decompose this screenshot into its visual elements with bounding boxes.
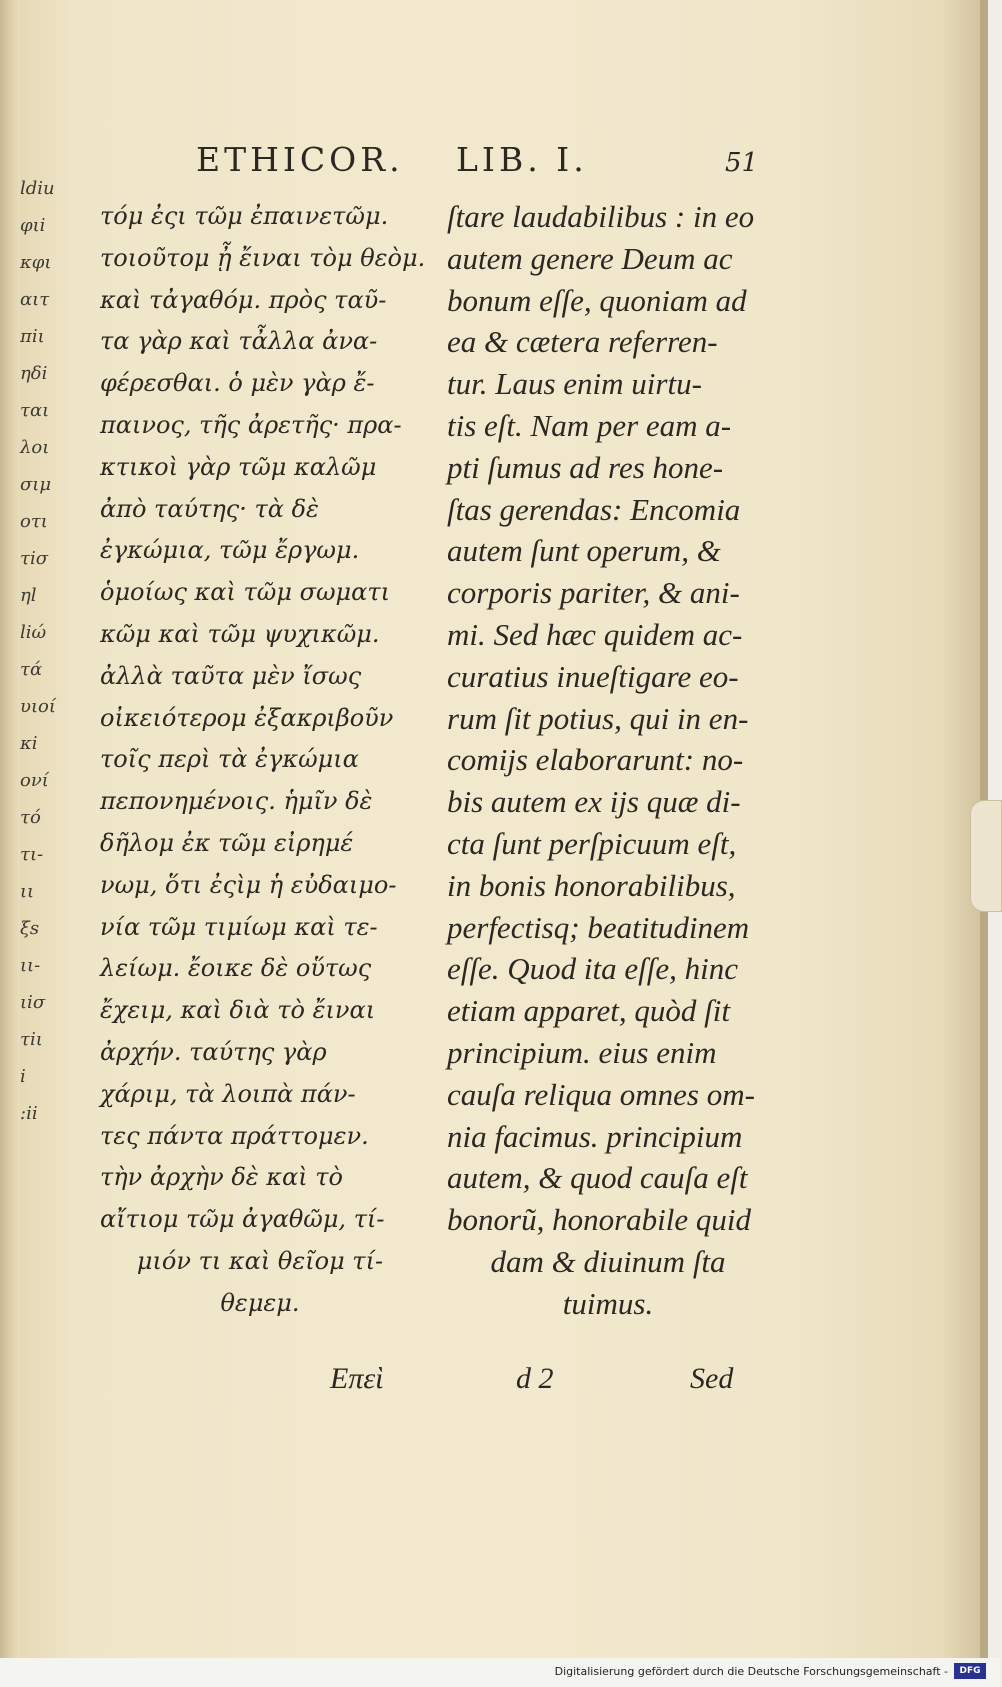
- latin-text-line: corporis pariter, & ani-: [447, 575, 740, 611]
- greek-text-line: τοῖς περὶ τὰ ἐγκώμια: [100, 745, 359, 774]
- margin-bleed-fragment: οτι: [20, 511, 48, 532]
- signature-mark: d 2: [516, 1362, 554, 1395]
- greek-text-line: φέρεσθαι. ὁ μὲν γὰρ ἔ-: [100, 369, 375, 398]
- greek-text-line: κτικοὶ γὰρ τῶμ καλῶμ: [100, 452, 377, 481]
- latin-text-line: perfectisq; beatitudinem: [447, 909, 750, 945]
- greek-text-column: [100, 196, 426, 1325]
- greek-text-line: ἔχειμ, καὶ διὰ τὸ ἔιναι: [100, 996, 376, 1025]
- margin-bleed-fragment: υιοί: [20, 696, 56, 717]
- latin-text-line: pti ſumus ad res hone-: [447, 449, 724, 485]
- greek-text-line: ἐγκώμια, τῶμ ἔργωμ.: [100, 536, 360, 565]
- margin-bleed-fragment: i: [20, 1066, 26, 1087]
- latin-text-line: etiam apparet, quòd ſit: [447, 993, 730, 1029]
- latin-text-line: tuimus.: [562, 1285, 654, 1321]
- greek-text-line: κῶμ καὶ τῶμ ψυχικῶμ.: [100, 619, 380, 648]
- greek-text-line: νία τῶμ τιμίωμ καὶ τε-: [100, 912, 378, 941]
- running-head: [196, 140, 759, 190]
- margin-bleed-fragment: ιι: [20, 881, 35, 902]
- running-head-right: LIB. I.: [456, 140, 588, 179]
- greek-text-line: τὴν ἀρχὴν δὲ καὶ τὸ: [100, 1163, 343, 1192]
- latin-text-line: autem ſunt operum, &: [447, 533, 721, 569]
- greek-text-line: καὶ τἀγαθόμ. πρὸς ταῦ-: [100, 285, 387, 314]
- greek-text-line: δῆλομ ἐκ τῶμ εἰρημέ: [100, 828, 354, 857]
- latin-text-line: curatius inueſtigare eo-: [447, 658, 739, 694]
- margin-bleed-fragment: σιμ: [20, 474, 52, 495]
- greek-text-line: ἀπὸ ταύτης· τὰ δὲ: [100, 494, 319, 523]
- margin-bleed-fragment: λοι: [20, 437, 50, 458]
- greek-text-line: παινος, τῆς ἀρετῆς· πρα-: [100, 410, 402, 439]
- greek-text-line: ἀλλὰ ταῦτα μὲν ἴσως: [100, 661, 362, 690]
- latin-text-line: ſtare laudabilibus : in eo: [447, 199, 755, 234]
- page-number: 51: [725, 148, 759, 178]
- latin-text-line: cauſa reliqua omnes om-: [447, 1076, 755, 1112]
- greek-catchword: Επεὶ: [330, 1362, 384, 1395]
- margin-bleed-fragment: τiι: [20, 1029, 43, 1050]
- latin-catchword: Sed: [690, 1362, 734, 1395]
- latin-text-line: autem genere Deum ac: [447, 240, 733, 276]
- latin-text-line: autem, & quod cauſa eſt: [447, 1160, 748, 1196]
- margin-bleed-fragment: αιτ: [20, 289, 50, 310]
- margin-bleed-fragment: κi: [20, 733, 38, 754]
- latin-text-line: nia facimus. principium: [447, 1118, 743, 1154]
- margin-bleed-fragment: ται: [20, 400, 50, 421]
- margin-bleed-fragment: liώ: [20, 622, 47, 643]
- latin-text-line: dam & diuinum ſta: [490, 1243, 726, 1279]
- latin-text-line: bonum eſſe, quoniam ad: [447, 282, 747, 318]
- greek-text-line: τα γὰρ καὶ τἆλλα ἀνα-: [100, 327, 378, 356]
- latin-text-line: principium. eius enim: [447, 1034, 717, 1070]
- book-spine: [0, 0, 20, 1687]
- margin-bleed-fragment: τά: [20, 659, 43, 680]
- latin-text-line: in bonis honorabilibus,: [447, 867, 736, 903]
- latin-text-line: cta ſunt perſpicuum eſt,: [447, 825, 737, 861]
- margin-bleed-column: [20, 170, 56, 1400]
- greek-text-line: οἰκειότερομ ἐξακριβοῦν: [100, 703, 394, 732]
- greek-text-line: πεπονημένοις. ἡμῖν δὲ: [100, 787, 373, 816]
- margin-bleed-fragment: ονί: [20, 770, 49, 791]
- greek-text-line: ἀρχήν. ταύτης γὰρ: [100, 1037, 327, 1066]
- margin-bleed-fragment: ηδi: [20, 363, 48, 384]
- margin-bleed-fragment: τι-: [20, 844, 44, 865]
- footer-credit: Digitalisierung gefördert durch die Deutsche Forschungsgemeinschaft -: [554, 1665, 948, 1678]
- greek-text-line: χάριμ, τὰ λοιπὰ πάν-: [100, 1079, 356, 1108]
- greek-text-line: τες πάντα πράττομεν.: [100, 1121, 369, 1150]
- running-head-left: ETHICOR.: [196, 140, 404, 179]
- greek-text-line: ὁμοίως καὶ τῶμ σωματι: [100, 578, 391, 607]
- footer-bar: [0, 1658, 1000, 1687]
- margin-bleed-fragment: πiι: [20, 326, 45, 347]
- margin-bleed-fragment: ιiσ: [20, 992, 46, 1013]
- latin-text-line: comijs elaborarunt: no-: [447, 742, 744, 778]
- margin-bleed-fragment: ξs: [20, 918, 40, 939]
- dfg-logo: DFG: [954, 1663, 986, 1679]
- book-page: [20, 0, 988, 1658]
- page-tab-marker: [970, 800, 1002, 912]
- greek-text-line: θεμεμ.: [220, 1288, 300, 1317]
- latin-text-line: tis eſt. Nam per eam a-: [447, 407, 732, 443]
- latin-text-line: ea & cætera referren-: [447, 324, 718, 360]
- greek-text-line: αἴτιομ τῶμ ἀγαθῶμ, τί-: [100, 1205, 385, 1234]
- latin-text-line: bis autem ex ijs quæ di-: [447, 784, 741, 820]
- greek-text-line: τόμ ἐςι τῶμ ἐπαινετῶμ.: [100, 202, 389, 230]
- greek-text-line: λείωμ. ἔοικε δὲ οὕτως: [100, 954, 372, 983]
- margin-bleed-fragment: :ii: [20, 1103, 38, 1124]
- greek-text-line: μιόν τι καὶ θεῖομ τί-: [136, 1246, 384, 1275]
- greek-text-line: νωμ, ὅτι ἐςὶμ ἡ εὐδαιμο-: [100, 870, 397, 899]
- latin-text-line: ſtas gerendas: Encomia: [447, 491, 741, 527]
- latin-text-line: eſſe. Quod ita eſſe, hinc: [447, 951, 738, 987]
- latin-text-column: [447, 196, 769, 1325]
- margin-bleed-fragment: ldiu: [20, 178, 55, 199]
- margin-bleed-fragment: κφι: [20, 252, 52, 273]
- margin-bleed-fragment: ιι-: [20, 955, 41, 976]
- latin-text-line: bonorũ, honorabile quid: [447, 1202, 751, 1238]
- margin-bleed-fragment: φιi: [20, 215, 46, 236]
- latin-text-line: mi. Sed hæc quidem ac-: [447, 616, 743, 652]
- latin-text-line: tur. Laus enim uirtu-: [447, 366, 702, 402]
- margin-bleed-fragment: τiσ: [20, 548, 49, 569]
- latin-text-line: rum ſit potius, qui in en-: [447, 700, 749, 736]
- margin-bleed-fragment: ηl: [20, 585, 37, 606]
- greek-text-line: τοιοῦτομ ᾖ ἔιναι τὸμ θεὸμ.: [100, 243, 426, 272]
- margin-bleed-fragment: τό: [20, 807, 41, 828]
